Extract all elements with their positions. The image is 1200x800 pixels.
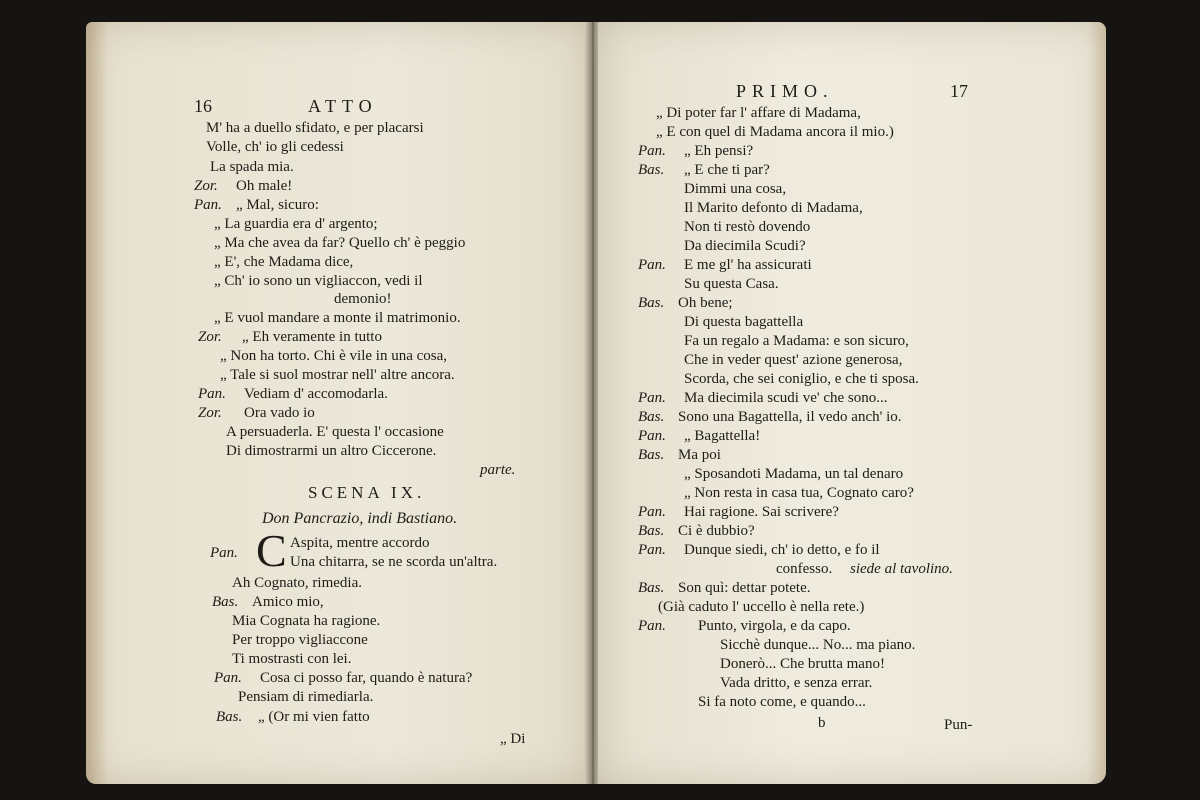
text-line: Dunque siedi, ch' io detto, e fo il (684, 542, 880, 558)
text-line: Ma poi (678, 447, 721, 463)
speaker-label: Bas. (638, 162, 665, 178)
text-line: Di dimostrarmi un altro Ciccerone. (226, 443, 437, 459)
text-line: Ti mostrasti con lei. (232, 651, 352, 667)
open-book (86, 22, 1106, 784)
text-line: Oh bene; (678, 295, 733, 311)
text-line: Si fa noto come, e quando... (698, 694, 866, 710)
speaker-label: Pan. (638, 618, 666, 634)
scene-title: SCENA IX. (308, 483, 426, 502)
speaker-label: Bas. (638, 409, 665, 425)
text-line: Cosa ci posso far, quando è natura? (260, 670, 473, 686)
text-line: „ E con quel di Madama ancora il mio.) (656, 124, 894, 140)
speaker-label: Pan. (638, 390, 666, 406)
speaker-label: Bas. (212, 594, 239, 610)
text-line: Di questa bagattella (684, 314, 804, 330)
text-line: Hai ragione. Sai scrivere? (684, 504, 839, 520)
stage-direction: parte. (480, 462, 516, 478)
text-line: „ Di poter far l' affare di Madama, (656, 105, 861, 121)
signature-mark: b (818, 715, 826, 731)
running-head: PRIMO. (736, 81, 834, 101)
text-line: Sono una Bagattella, il vedo anch' io. (678, 409, 902, 425)
text-line: Amico mio, (252, 594, 324, 610)
text-line: Sicchè dunque... No... ma piano. (720, 637, 916, 653)
catchword: Pun- (944, 717, 973, 733)
stage-direction: siede al tavolino. (850, 561, 953, 577)
text-line: „ Bagattella! (684, 428, 761, 444)
speaker-label: Pan. (638, 504, 666, 520)
speaker-label: Bas. (216, 709, 243, 725)
scene-subtitle: Don Pancrazio, indi Bastiano. (262, 510, 458, 527)
speaker-label: Pan. (638, 542, 666, 558)
text-line: Una chitarra, se ne scorda un'altra. (290, 554, 498, 570)
speaker-label: Pan. (638, 428, 666, 444)
speaker-label: Pan. (638, 143, 666, 159)
text-line: (Già caduto l' uccello è nella rete.) (658, 599, 865, 615)
text-line: „ (Or mi vien fatto (258, 709, 370, 725)
text-line: Aspita, mentre accordo (290, 535, 430, 551)
speaker-label: Pan. (214, 670, 242, 686)
speaker-label: Bas. (638, 447, 665, 463)
page-number: 16 (194, 96, 212, 116)
text-line: „ Ch' io sono un vigliaccon, vedi il (214, 273, 423, 289)
text-line: „ Sposandoti Madama, un tal denaro (684, 466, 904, 482)
text-line: La spada mia. (210, 159, 294, 175)
text-line: Pensiam di rimediarla. (238, 689, 374, 705)
text-line: Volle, ch' io gli cedessi (206, 139, 344, 155)
text-line: Che in veder quest' azione generosa, (684, 352, 903, 368)
speaker-label: Pan. (198, 386, 226, 402)
text-line: Scorda, che sei coniglio, e che ti sposa. (684, 371, 919, 387)
speaker-label: Zor. (194, 178, 218, 194)
text-line: Dimmi una cosa, (684, 181, 787, 197)
speaker-label: Pan. (638, 257, 666, 273)
text-line: Su questa Casa. (684, 276, 779, 292)
text-line: Ma diecimila scudi ve' che sono... (684, 390, 888, 406)
text-line: Vediam d' accomodarla. (244, 386, 388, 402)
text-line: demonio! (334, 291, 392, 307)
text-line: Oh male! (236, 178, 293, 194)
speaker-label: Zor. (198, 405, 222, 421)
text-line: Da diecimila Scudi? (684, 238, 806, 254)
text-line: Ah Cognato, rimedia. (232, 575, 362, 591)
text-line: Non ti restò dovendo (684, 219, 811, 235)
text-line: A persuaderla. E' questa l' occasione (226, 424, 444, 440)
text-line: M' ha a duello sfidato, e per placarsi (206, 120, 424, 136)
page-number: 17 (950, 81, 968, 101)
text-line: Ci è dubbio? (678, 523, 755, 539)
text-line: E me gl' ha assicurati (684, 257, 812, 273)
text-line: confesso. (776, 561, 833, 577)
text-line: Donerò... Che brutta mano! (720, 656, 885, 672)
text-line: „ Eh veramente in tutto (242, 329, 382, 345)
text-line: Mia Cognata ha ragione. (232, 613, 381, 629)
text-line: „ Tale si suol mostrar nell' altre ancora. (220, 367, 455, 383)
text-line: Per troppo vigliaccone (232, 632, 368, 648)
speaker-label: Bas. (638, 580, 665, 596)
speaker-label: Zor. (198, 329, 222, 345)
text-line: „ E che ti par? (684, 162, 770, 178)
speaker-label: Pan. (194, 197, 222, 213)
text-line: „ Ma che avea da far? Quello ch' è peggio (214, 235, 466, 251)
text-line: Fa un regalo a Madama: e son sicuro, (684, 333, 909, 349)
text-line: Son quì: dettar potete. (678, 580, 811, 596)
text-line: Punto, virgola, e da capo. (698, 618, 851, 634)
text-line: „ La guardia era d' argento; (214, 216, 378, 232)
text-line: Vada dritto, e senza errar. (720, 675, 873, 691)
text-line: „ Eh pensi? (684, 143, 754, 159)
text-line: „ Non resta in casa tua, Cognato caro? (684, 485, 914, 501)
drop-cap: C (256, 525, 287, 576)
speaker-label: Bas. (638, 295, 665, 311)
right-page (598, 22, 1106, 784)
catchword: „ Di (500, 731, 526, 747)
text-line: „ Non ha torto. Chi è vile in una cosa, (220, 348, 448, 364)
left-page (86, 22, 590, 784)
speaker-label: Pan. (210, 545, 238, 561)
text-line: Il Marito defonto di Madama, (684, 200, 863, 216)
text-line: Ora vado io (244, 405, 315, 421)
running-head: ATTO (308, 96, 378, 116)
text-line: „ E', che Madama dice, (214, 254, 354, 270)
text-line: „ Mal, sicuro: (236, 197, 319, 213)
text-line: „ E vuol mandare a monte il matrimonio. (214, 310, 461, 326)
speaker-label: Bas. (638, 523, 665, 539)
